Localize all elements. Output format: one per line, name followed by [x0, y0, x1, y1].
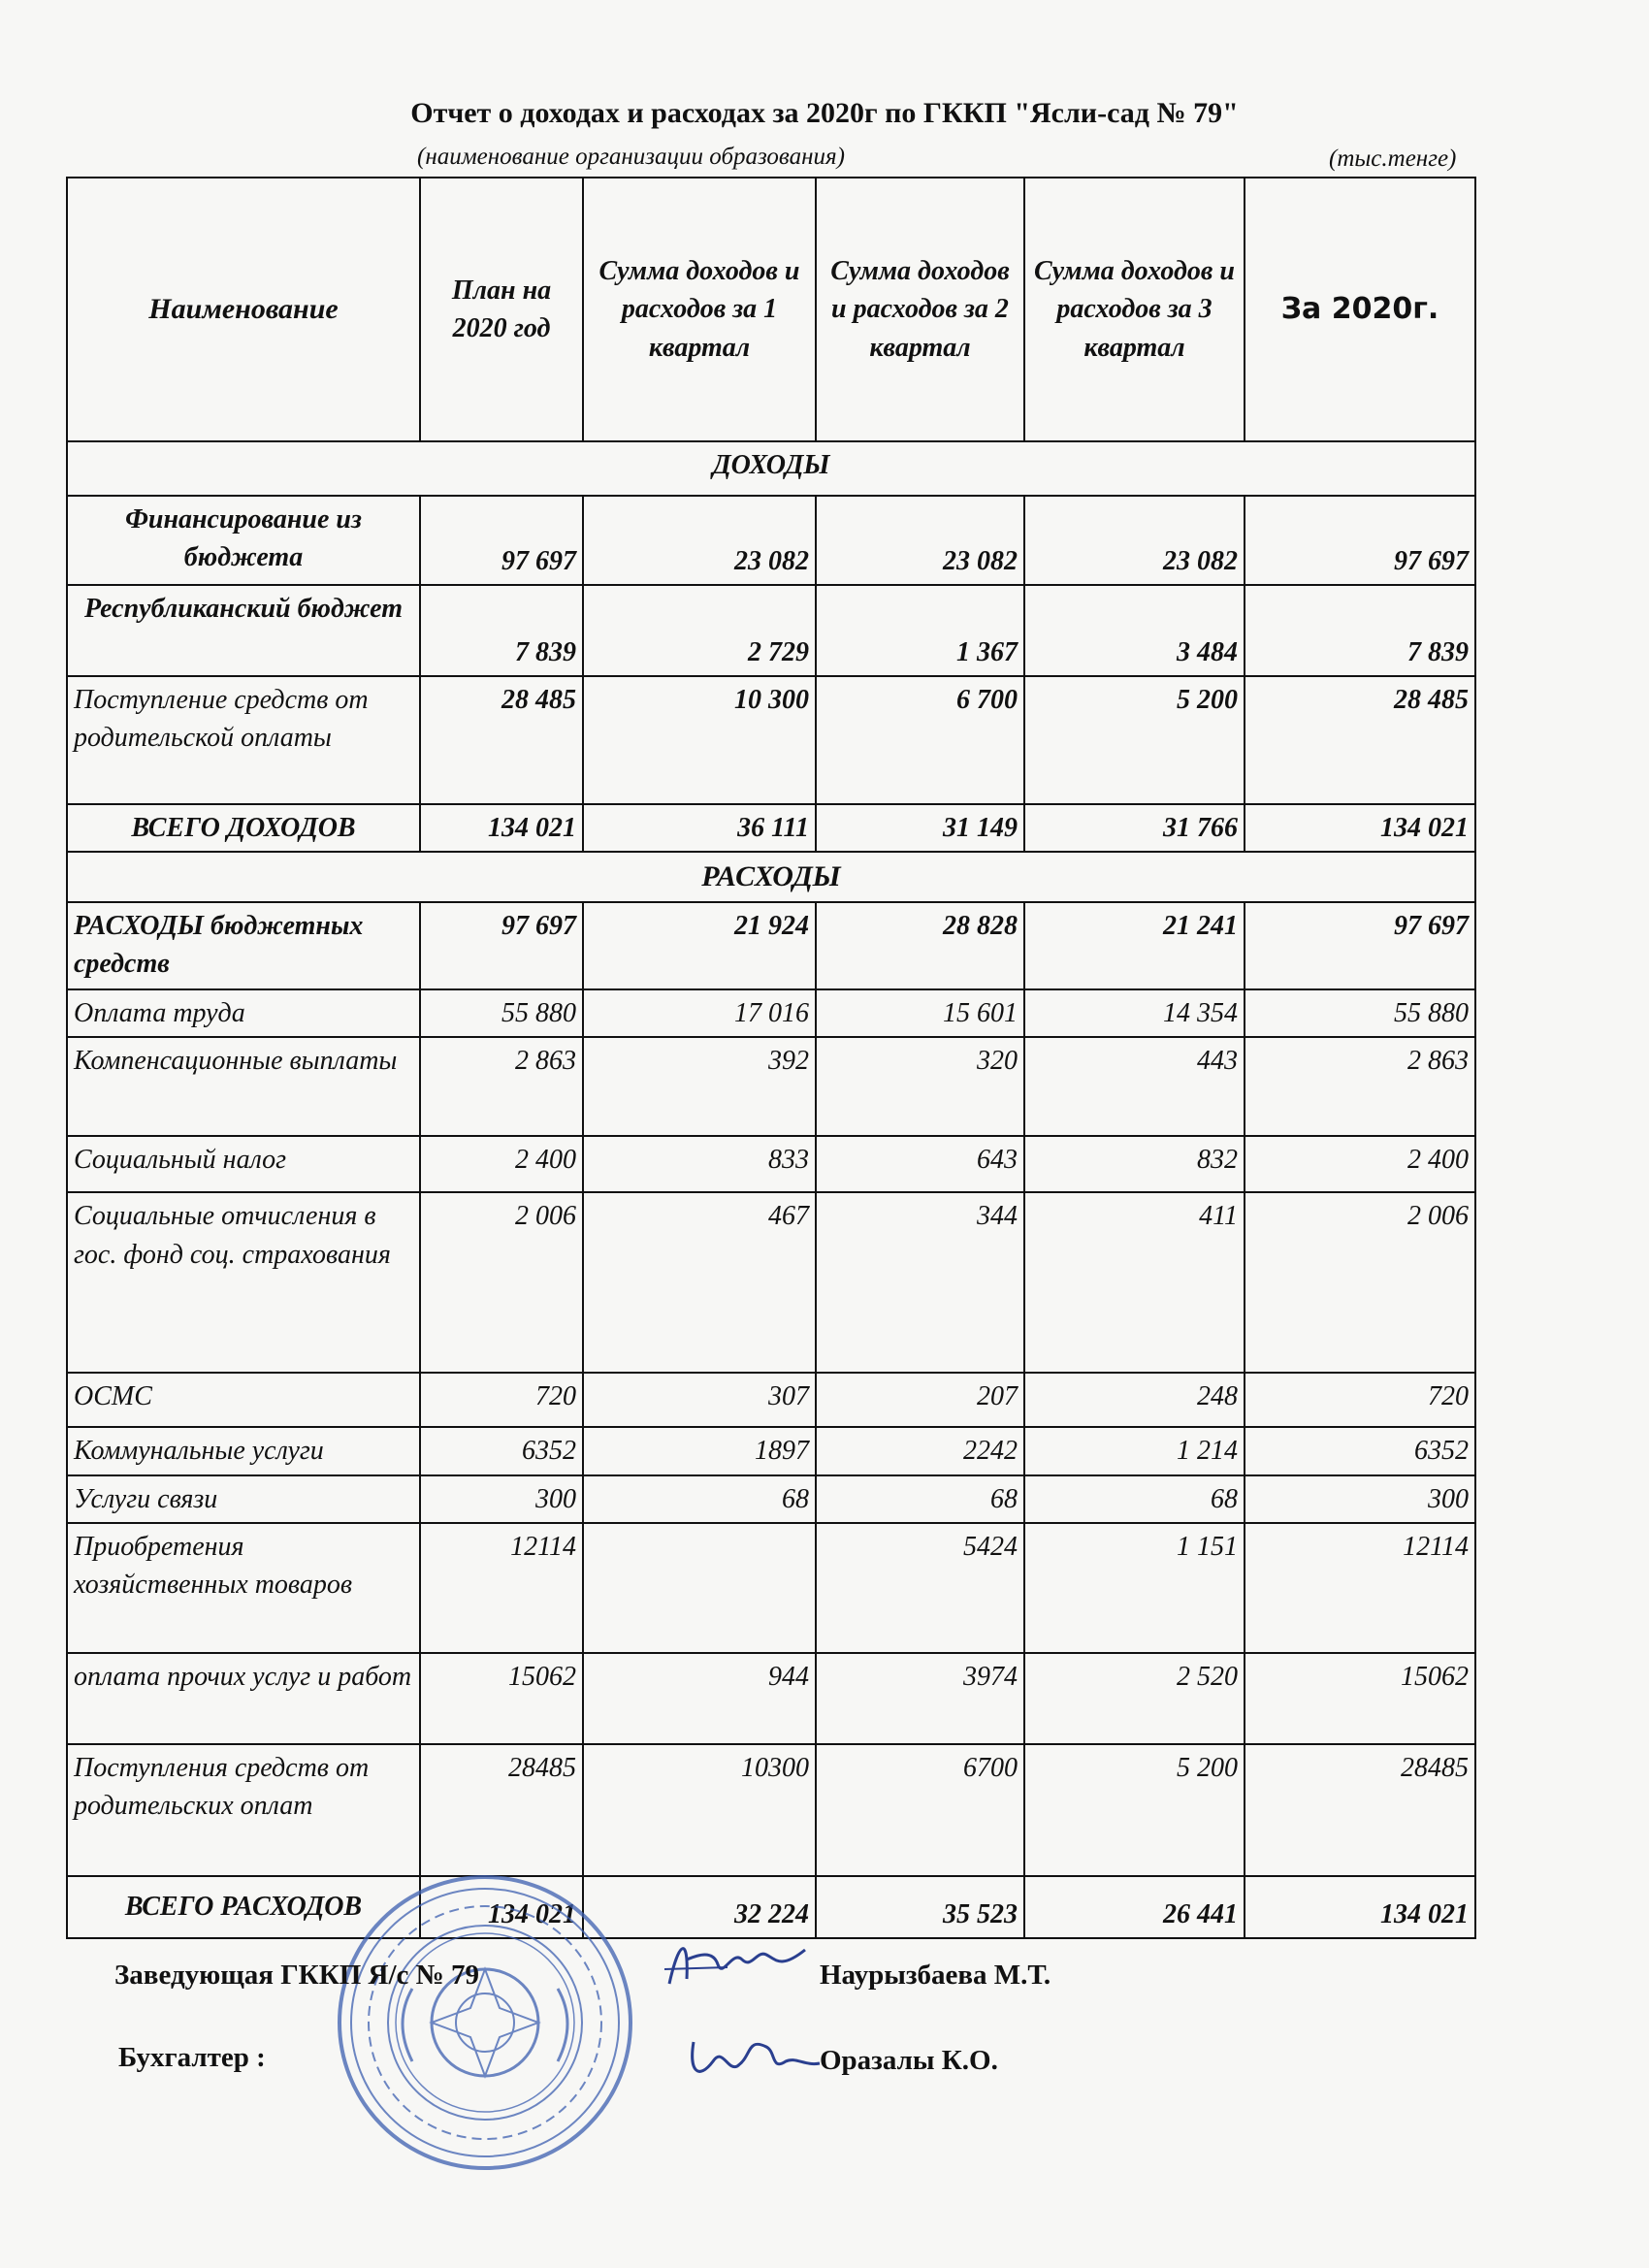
row-plan: 720 [420, 1373, 583, 1427]
row-total: 2 006 [1245, 1192, 1475, 1373]
table-row [67, 1475, 1475, 1523]
row-q3: 5 200 [1024, 676, 1245, 804]
row-q3: 5 200 [1024, 1744, 1245, 1876]
row-name: Коммунальные услуги [67, 1427, 420, 1474]
row-q3: 68 [1024, 1475, 1245, 1523]
row-name: РАСХОДЫ бюджетных средств [67, 902, 420, 989]
row-q3: 248 [1024, 1373, 1245, 1427]
expense-section-row [67, 852, 1475, 902]
row-name: ВСЕГО ДОХОДОВ [67, 804, 420, 852]
header-plan: План на 2020 год [420, 178, 583, 441]
row-q2: 3974 [816, 1653, 1024, 1744]
row-plan: 28485 [420, 1744, 583, 1876]
accountant-label: Бухгалтер : [118, 2042, 266, 2073]
row-name: Приобретения хозяйственных товаров [67, 1523, 420, 1653]
row-plan: 28 485 [420, 676, 583, 804]
row-plan: 97 697 [420, 496, 583, 585]
row-plan: 12114 [420, 1523, 583, 1653]
row-total: 720 [1245, 1373, 1475, 1427]
table-row [67, 1373, 1475, 1427]
row-q2: 344 [816, 1192, 1024, 1373]
row-q2: 320 [816, 1037, 1024, 1136]
row-q1: 68 [583, 1475, 816, 1523]
row-total: 7 839 [1245, 585, 1475, 676]
table-row [67, 1653, 1475, 1744]
row-plan: 55 880 [420, 989, 583, 1037]
header-name: Наименование [67, 178, 420, 441]
row-name: ОСМС [67, 1373, 420, 1427]
row-plan: 134 021 [420, 1876, 583, 1938]
row-total: 134 021 [1245, 804, 1475, 852]
row-q2: 23 082 [816, 496, 1024, 585]
row-plan: 7 839 [420, 585, 583, 676]
row-name: Услуги связи [67, 1475, 420, 1523]
row-q3: 23 082 [1024, 496, 1245, 585]
income-section-title: ДОХОДЫ [67, 441, 1475, 496]
row-q3: 21 241 [1024, 902, 1245, 989]
table-row [67, 1037, 1475, 1136]
table-row [67, 1192, 1475, 1373]
row-q1: 833 [583, 1136, 816, 1192]
table-row [67, 1136, 1475, 1192]
row-q2: 31 149 [816, 804, 1024, 852]
row-plan: 134 021 [420, 804, 583, 852]
row-q1: 36 111 [583, 804, 816, 852]
units-label: (тыс.тенге) [1329, 146, 1457, 172]
row-plan: 300 [420, 1475, 583, 1523]
row-name: оплата прочих услуг и работ [67, 1653, 420, 1744]
row-q1 [583, 1523, 816, 1653]
row-q2: 68 [816, 1475, 1024, 1523]
head-signature [660, 1930, 815, 1998]
row-q1: 32 224 [583, 1876, 816, 1938]
row-q3: 26 441 [1024, 1876, 1245, 1938]
head-label: Заведующая ГККП Я/с № 79 [114, 1960, 480, 1991]
row-q2: 28 828 [816, 902, 1024, 989]
table-row [67, 585, 1475, 676]
row-plan: 6352 [420, 1427, 583, 1474]
income-section-row [67, 441, 1475, 496]
table-row [67, 804, 1475, 852]
table-row [67, 676, 1475, 804]
row-name: Оплата труда [67, 989, 420, 1037]
table-row [67, 1427, 1475, 1474]
row-q3: 14 354 [1024, 989, 1245, 1037]
row-plan: 2 863 [420, 1037, 583, 1136]
row-total: 2 400 [1245, 1136, 1475, 1192]
accountant-name: Оразалы К.О. [820, 2045, 998, 2076]
table-row [67, 1523, 1475, 1653]
row-q1: 307 [583, 1373, 816, 1427]
row-name: Республиканский бюджет [67, 585, 420, 676]
row-total: 2 863 [1245, 1037, 1475, 1136]
row-q1: 17 016 [583, 989, 816, 1037]
row-name: Социальный налог [67, 1136, 420, 1192]
row-name: ВСЕГО РАСХОДОВ [67, 1876, 420, 1938]
row-name: Поступления средств от родительских оплат [67, 1744, 420, 1876]
row-q1: 23 082 [583, 496, 816, 585]
row-q2: 35 523 [816, 1876, 1024, 1938]
page-title: Отчет о доходах и расходах за 2020г по ГККП "Ясли-сад № 79" [410, 97, 1239, 129]
row-q1: 2 729 [583, 585, 816, 676]
row-q2: 6700 [816, 1744, 1024, 1876]
row-total: 6352 [1245, 1427, 1475, 1474]
row-q1: 21 924 [583, 902, 816, 989]
header-q2: Сумма доходов и расходов за 2 квартал [816, 178, 1024, 441]
row-q1: 392 [583, 1037, 816, 1136]
row-q1: 10 300 [583, 676, 816, 804]
row-name: Финансирование из бюджета [67, 496, 420, 585]
row-total: 97 697 [1245, 496, 1475, 585]
row-plan: 2 400 [420, 1136, 583, 1192]
row-q3: 832 [1024, 1136, 1245, 1192]
row-q1: 944 [583, 1653, 816, 1744]
row-q3: 3 484 [1024, 585, 1245, 676]
row-name: Поступление средств от родительской оплаты [67, 676, 420, 804]
row-q2: 15 601 [816, 989, 1024, 1037]
table-row [67, 496, 1475, 585]
row-q2: 6 700 [816, 676, 1024, 804]
row-q1: 10300 [583, 1744, 816, 1876]
row-name: Социальные отчисления в гос. фонд соц. страхования [67, 1192, 420, 1373]
row-plan: 97 697 [420, 902, 583, 989]
row-total: 55 880 [1245, 989, 1475, 1037]
row-q1: 467 [583, 1192, 816, 1373]
table-row [67, 989, 1475, 1037]
accountant-signature [679, 2023, 824, 2090]
row-q2: 643 [816, 1136, 1024, 1192]
row-q2: 1 367 [816, 585, 1024, 676]
row-total: 15062 [1245, 1653, 1475, 1744]
row-name: Компенсационные выплаты [67, 1037, 420, 1136]
row-q3: 443 [1024, 1037, 1245, 1136]
row-plan: 15062 [420, 1653, 583, 1744]
row-total: 28485 [1245, 1744, 1475, 1876]
row-total: 97 697 [1245, 902, 1475, 989]
row-q3: 1 151 [1024, 1523, 1245, 1653]
row-q2: 207 [816, 1373, 1024, 1427]
row-q3: 1 214 [1024, 1427, 1245, 1474]
subtitle: (наименование организации образования) [417, 144, 845, 170]
row-total: 28 485 [1245, 676, 1475, 804]
table-row [67, 1744, 1475, 1876]
row-q3: 411 [1024, 1192, 1245, 1373]
report-table [66, 177, 1476, 1939]
row-q2: 5424 [816, 1523, 1024, 1653]
row-q3: 2 520 [1024, 1653, 1245, 1744]
expense-section-title: РАСХОДЫ [67, 852, 1475, 902]
row-q2: 2242 [816, 1427, 1024, 1474]
row-q1: 1897 [583, 1427, 816, 1474]
row-q3: 31 766 [1024, 804, 1245, 852]
header-row [67, 178, 1475, 441]
table-row [67, 1876, 1475, 1938]
row-plan: 2 006 [420, 1192, 583, 1373]
row-total: 300 [1245, 1475, 1475, 1523]
row-total: 134 021 [1245, 1876, 1475, 1938]
table-row [67, 902, 1475, 989]
header-q3: Сумма доходов и расходов за 3 квартал [1024, 178, 1245, 441]
official-stamp [335, 1872, 635, 2173]
head-name: Наурызбаева М.Т. [820, 1960, 1051, 1991]
header-total: За 2020г. [1245, 178, 1475, 441]
row-total: 12114 [1245, 1523, 1475, 1653]
header-q1: Сумма доходов и расходов за 1 квартал [583, 178, 816, 441]
